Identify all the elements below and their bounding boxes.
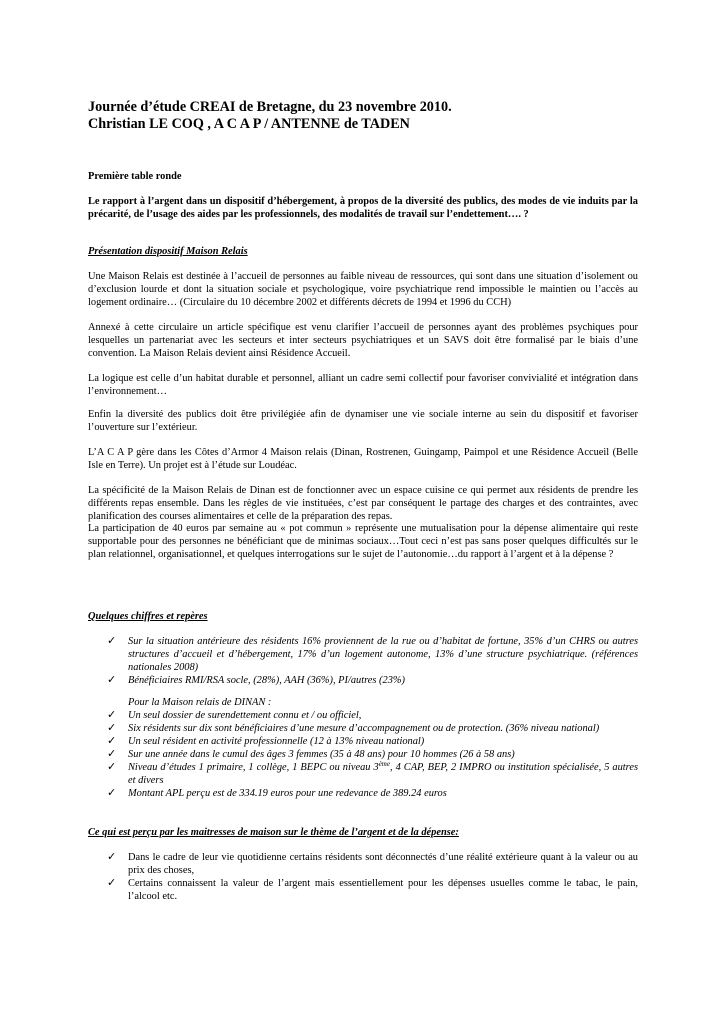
paragraph-specificite: La spécificité de la Maison Relais de Dinan est de fonctionner avec un espace cuisine ce qui permet aux résidents de prendre les différents repas ensemble. Dans les règles de vie instituées, c’est par conséquent le partage des charges et des contraintes, avec planification des courses alimentaires et celle de la préparation des repas. [88, 485, 638, 522]
list-item: ✓ Dans le cadre de leur vie quotidienne certains résidents sont déconnectés d’une réalité extérieure quant à la valeur ou au prix des choses, [107, 851, 638, 876]
perception-list [88, 851, 638, 903]
figures-list [88, 635, 638, 687]
theme-question: Le rapport à l’argent dans un dispositif d’hébergement, à propos de la diversité des publics, des modes de vie induits par la précarité, de l’usage des aides par les professionnels, des modalités de travail sur l’endettement…. ? [88, 196, 638, 220]
section-title: Première table ronde [88, 171, 182, 182]
check-icon: ✓ [107, 709, 117, 721]
dinan-intro: Pour la Maison relais de DINAN : [128, 697, 272, 708]
list-item: ✓ Un seul dossier de surendettement connu et / ou officiel, [107, 709, 362, 721]
check-icon: ✓ [107, 877, 117, 889]
figures-heading: Quelques chiffres et repères [88, 611, 208, 622]
paragraph-acap: L’A C A P gère dans les Côtes d’Armor 4 Maison relais (Dinan, Rostrenen, Guingamp, Paimpol et une Résidence Accueil (Belle Isle en Terre). Un projet est à l’étude sur Loudéac. [88, 447, 638, 471]
header-line-2: Christian LE COQ , A C A P / ANTENNE de TADEN [88, 116, 410, 132]
paragraph-annexe: Annexé à cette circulaire un article spécifique est venu clarifier l’accueil de personnes ayant des problèmes psychiques pour lesquelles un partenariat avec les secteurs et inter secteurs psychiatriques et un SAVS doit être formalisé par le biais d’une convention. La Maison Relais devient ainsi Résidence Accueil. [88, 322, 638, 359]
perception-block [88, 851, 638, 903]
list-item: ✓ Bénéficiaires RMI/RSA socle, (28%), AAH (36%), PI/autres (23%) [107, 674, 406, 686]
dinan-list [88, 709, 638, 800]
list-item: ✓ Certains connaissent la valeur de l’argent mais essentiellement pour les dépenses usuelles comme le tabac, le pain, l’alcool etc. [107, 877, 638, 902]
list-item: ✓ Un seul résident en activité professionnelle (12 à 13% niveau national) [107, 735, 425, 747]
check-icon: ✓ [107, 735, 117, 747]
perception-heading: Ce qui est perçu par les maitresses de maison sur le thème de l’argent et de la dépense: [88, 827, 459, 838]
paragraph-participation: La participation de 40 euros par semaine au « pot commun » représente une mutualisation pour la dépense alimentaire qui reste supportable pour des personnes ne bénéficiant que de minimas sociaux…Tout ceci n’est pas sans poser quelques difficultés sur le plan relationnel, organisationnel, et quelques interrogations sur le sujet de l’autonomie…du rapport à l’argent et à la dépense ? [88, 523, 638, 560]
paragraph-maison-relais: Une Maison Relais est destinée à l’accueil de personnes au faible niveau de ressources, qui sont dans une situation d’isolement ou d’exclusion lourde et dont la situation sociale et psychologique, voire psychiatrique rend impossible le maintien ou l’accès au logement ordinaire… (Circulaire du 10 décembre 2002 et différents décrets de 1994 et 1996 du CCH) [88, 271, 638, 308]
list-item: ✓ Niveau d’études 1 primaire, 1 collège, 1 BEPC ou niveau 3ème, 4 CAP, BEP, 2 IMPRO ou institution spécialisée, 5 autres et divers [107, 760, 638, 786]
list-item: ✓ Montant APL perçu est de 334.19 euros pour une redevance de 389.24 euros [107, 787, 447, 799]
list-item: ✓ Six résidents sur dix sont bénéficiaires d’une mesure d’accompagnement ou de protection. (36% niveau national) [107, 722, 600, 734]
check-icon: ✓ [107, 722, 117, 734]
check-icon: ✓ [107, 674, 117, 686]
check-icon: ✓ [107, 851, 117, 863]
paragraph-diversite: Enfin la diversité des publics doit être privilégiée afin de dynamiser une vie sociale interne au sein du dispositif et favoriser l’ouverture sur l’extérieur. [88, 409, 638, 433]
figures-block [88, 635, 638, 800]
header-line-1: Journée d’étude CREAI de Bretagne, du 23 novembre 2010. [88, 99, 452, 115]
check-icon: ✓ [107, 748, 117, 760]
presentation-heading: Présentation dispositif Maison Relais [88, 246, 248, 257]
document-header [88, 99, 638, 133]
list-item: ✓ Sur une année dans le cumul des âges 3 femmes (35 à 48 ans) pour 10 hommes (26 à 58 ans) [107, 748, 515, 760]
check-icon: ✓ [107, 635, 117, 647]
list-item: ✓ Sur la situation antérieure des résidents 16% proviennent de la rue ou d’habitat de fortune, 35% d’un CHRS ou autres structures d’accueil et d’hébergement, 17% d’un logement autonome, 13% d’une structure psychiatrique. (références nationales 2008) [107, 635, 638, 673]
paragraph-logique: La logique est celle d’un habitat durable et personnel, alliant un cadre semi collectif pour favoriser convivialité et intégration dans l’environnement… [88, 373, 638, 397]
check-icon: ✓ [107, 787, 117, 799]
check-icon: ✓ [107, 761, 117, 773]
